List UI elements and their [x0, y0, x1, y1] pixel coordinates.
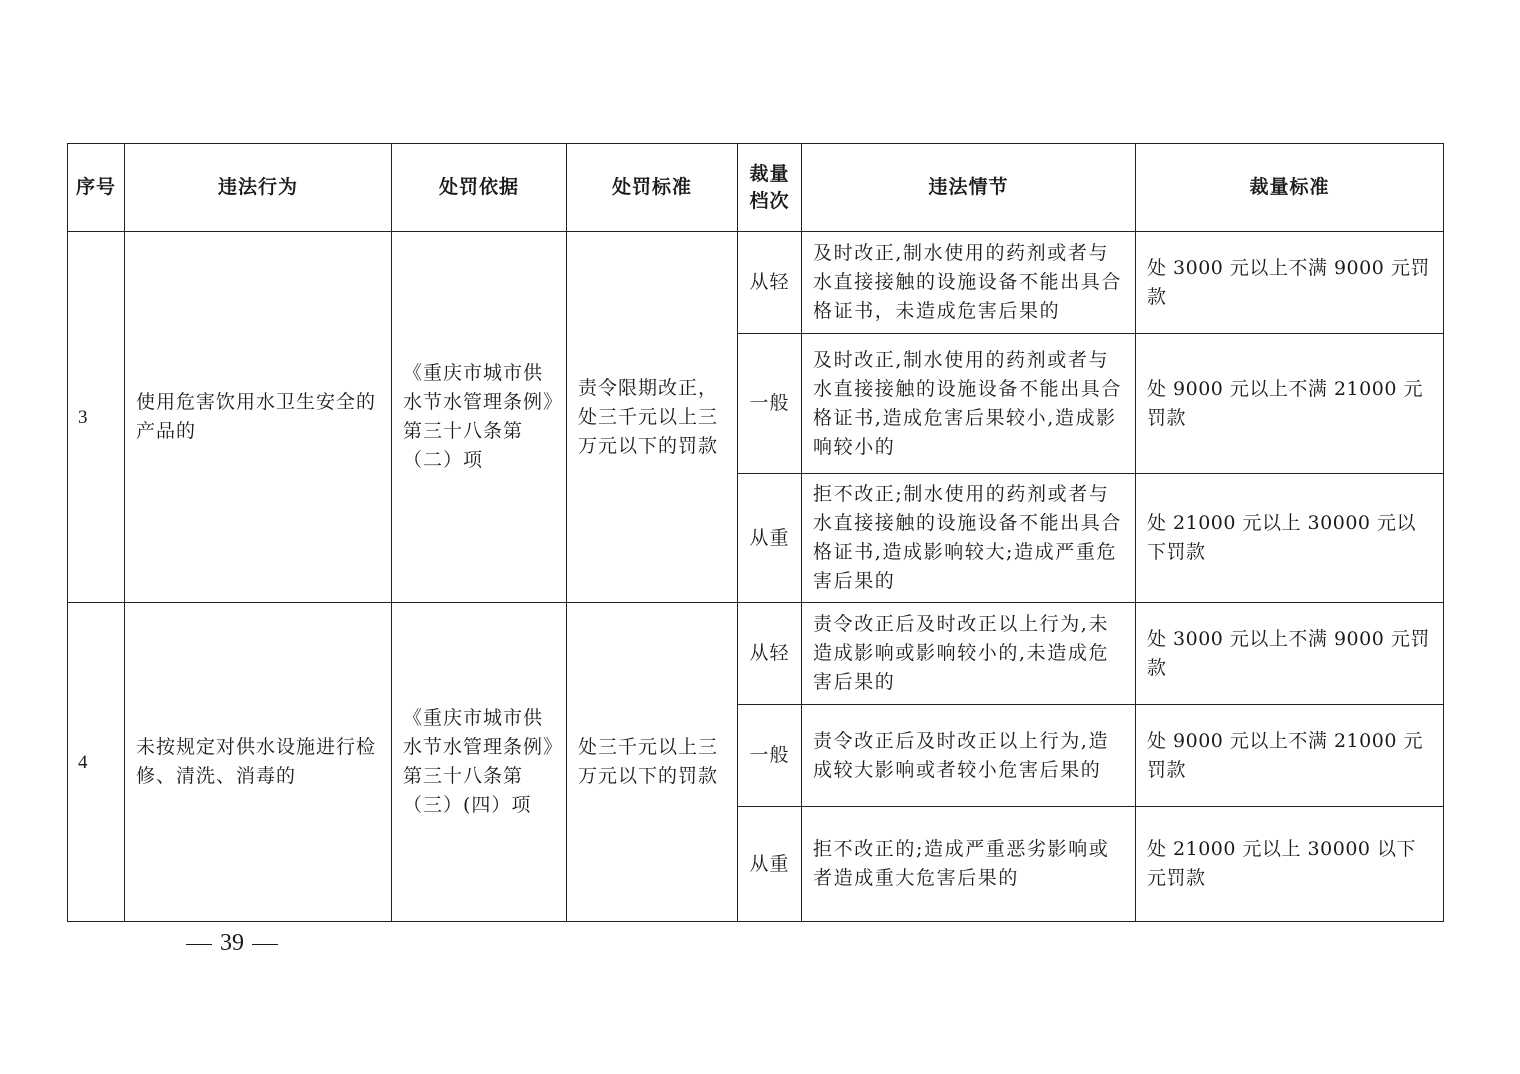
page-number-left-dash	[186, 944, 212, 946]
discretion-level: 从重	[738, 807, 802, 922]
page-number	[178, 930, 286, 957]
discretion-level: 一般	[738, 705, 802, 807]
header-row	[68, 144, 1444, 232]
discretion-level: 从重	[738, 474, 802, 603]
page-number-right-dash	[252, 944, 278, 946]
row-number: 4	[68, 603, 125, 922]
violation-circumstance: 及时改正,制水使用的药剂或者与水直接接触的设施设备不能出具合格证书,造成危害后果较小,造成影响较小的	[802, 334, 1136, 474]
table-row	[68, 603, 1444, 705]
penalty-standard: 处三千元以上三万元以下的罚款	[567, 603, 738, 922]
header-discretion: 裁量标准	[1136, 144, 1444, 232]
penalty-basis: 《重庆市城市供水节水管理条例》第三十八条第（三）(四）项	[392, 603, 567, 922]
discretion-level: 从轻	[738, 232, 802, 334]
penalty-standard: 责令限期改正，处三千元以上三万元以下的罚款	[567, 232, 738, 603]
header-circumstance: 违法情节	[802, 144, 1136, 232]
discretion-level: 一般	[738, 334, 802, 474]
violation-circumstance: 拒不改正的;造成严重恶劣影响或者造成重大危害后果的	[802, 807, 1136, 922]
penalty-basis: 《重庆市城市供水节水管理条例》第三十八条第（二）项	[392, 232, 567, 603]
violation-behavior: 未按规定对供水设施进行检修、清洗、消毒的	[125, 603, 392, 922]
violation-circumstance: 责令改正后及时改正以上行为,造成较大影响或者较小危害后果的	[802, 705, 1136, 807]
violation-circumstance: 拒不改正;制水使用的药剂或者与水直接接触的设施设备不能出具合格证书,造成影响较大;造成严重危害后果的	[802, 474, 1136, 603]
discretion-standard: 处 9000 元以上不满 21000 元罚款	[1136, 705, 1444, 807]
table-row	[68, 232, 1444, 334]
page-number-value: 39	[220, 930, 244, 956]
discretion-standard: 处 3000 元以上不满 9000 元罚款	[1136, 603, 1444, 705]
discretion-standard: 处 21000 元以上 30000 元以下罚款	[1136, 474, 1444, 603]
header-level: 裁量档次	[738, 144, 802, 232]
discretion-standard: 处 3000 元以上不满 9000 元罚款	[1136, 232, 1444, 334]
header-basis: 处罚依据	[392, 144, 567, 232]
header-standard: 处罚标准	[567, 144, 738, 232]
discretion-level: 从轻	[738, 603, 802, 705]
violation-circumstance: 及时改正,制水使用的药剂或者与水直接接触的设施设备不能出具合格证书，未造成危害后果的	[802, 232, 1136, 334]
discretion-standard: 处 21000 元以上 30000 以下元罚款	[1136, 807, 1444, 922]
row-number: 3	[68, 232, 125, 603]
penalty-discretion-table	[67, 143, 1444, 922]
header-no: 序号	[68, 144, 125, 232]
header-behavior: 违法行为	[125, 144, 392, 232]
violation-behavior: 使用危害饮用水卫生安全的产品的	[125, 232, 392, 603]
discretion-standard: 处 9000 元以上不满 21000 元罚款	[1136, 334, 1444, 474]
violation-circumstance: 责令改正后及时改正以上行为,未造成影响或影响较小的,未造成危害后果的	[802, 603, 1136, 705]
